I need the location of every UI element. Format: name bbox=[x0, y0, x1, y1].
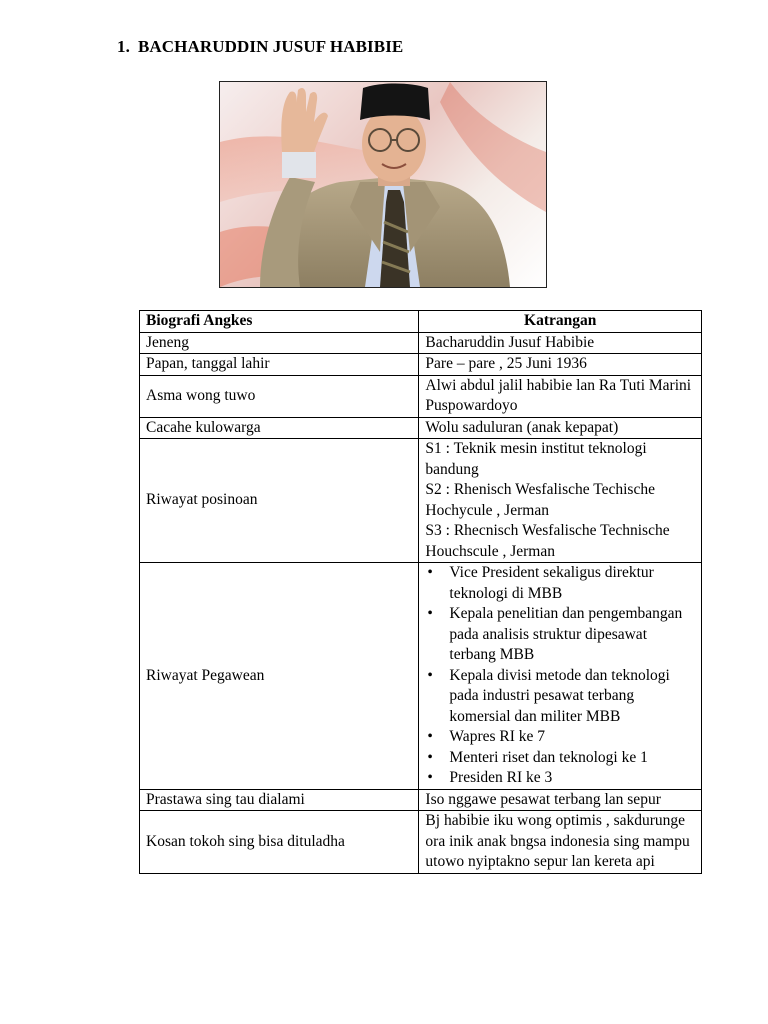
row-value: Alwi abdul jalil habibie lan Ra Tuti Marini Puspowardoyo bbox=[419, 375, 702, 417]
list-item: • Menteri riset dan teknologi ke 1 bbox=[425, 748, 695, 769]
career-list bbox=[425, 563, 695, 789]
portrait-photo bbox=[219, 81, 547, 288]
row-value: Pare – pare , 25 Juni 1936 bbox=[419, 354, 702, 376]
row-label: Kosan tokoh sing bisa dituladha bbox=[140, 811, 419, 874]
header-biografi: Biografi Angkes bbox=[140, 311, 419, 333]
table-row bbox=[140, 375, 702, 417]
row-value: Iso nggawe pesawat terbang lan sepur bbox=[419, 789, 702, 811]
heading-number: 1. bbox=[117, 37, 130, 56]
list-item: • Kepala divisi metode dan teknologi pada industri pesawat terbang komersial dan militer MBB bbox=[425, 666, 695, 728]
list-item: • Kepala penelitian dan pengembangan pada analisis struktur dipesawat terbang MBB bbox=[425, 604, 695, 666]
list-item: • Presiden RI ke 3 bbox=[425, 768, 695, 789]
row-label: Cacahe kulowarga bbox=[140, 417, 419, 439]
table-row bbox=[140, 439, 702, 563]
row-label: Riwayat Pegawean bbox=[140, 563, 419, 790]
list-item: • Wapres RI ke 7 bbox=[425, 727, 695, 748]
table-row bbox=[140, 789, 702, 811]
table-row bbox=[140, 417, 702, 439]
row-value: Wolu saduluran (anak kepapat) bbox=[419, 417, 702, 439]
biography-table bbox=[139, 310, 702, 874]
row-label: Asma wong tuwo bbox=[140, 375, 419, 417]
row-label: Riwayat posinoan bbox=[140, 439, 419, 563]
row-value bbox=[419, 439, 702, 563]
row-label: Papan, tanggal lahir bbox=[140, 354, 419, 376]
row-value: Bacharuddin Jusuf Habibie bbox=[419, 332, 702, 354]
document-heading bbox=[117, 37, 403, 57]
header-katrangan: Katrangan bbox=[419, 311, 702, 333]
heading-text: BACHARUDDIN JUSUF HABIBIE bbox=[137, 37, 404, 56]
table-row bbox=[140, 354, 702, 376]
table-row bbox=[140, 811, 702, 874]
row-label: Prastawa sing tau dialami bbox=[140, 789, 419, 811]
row-label: Jeneng bbox=[140, 332, 419, 354]
education-line: S3 : Rhecnisch Wesfalische Technische Houchscule , Jerman bbox=[425, 522, 670, 560]
table-row bbox=[140, 563, 702, 790]
education-line: S2 : Rhenisch Wesfalische Techische Hochycule , Jerman bbox=[425, 481, 655, 519]
list-item: • Vice President sekaligus direktur teknologi di MBB bbox=[425, 563, 695, 604]
education-line: S1 : Teknik mesin institut teknologi bandung bbox=[425, 440, 647, 478]
row-value: Bj habibie iku wong optimis , sakdurunge ora inik anak bngsa indonesia sing mampu utowo nyiptakno sepur lan kereta api bbox=[419, 811, 702, 874]
table-header-row bbox=[140, 311, 702, 333]
table-row bbox=[140, 332, 702, 354]
row-value bbox=[419, 563, 702, 790]
